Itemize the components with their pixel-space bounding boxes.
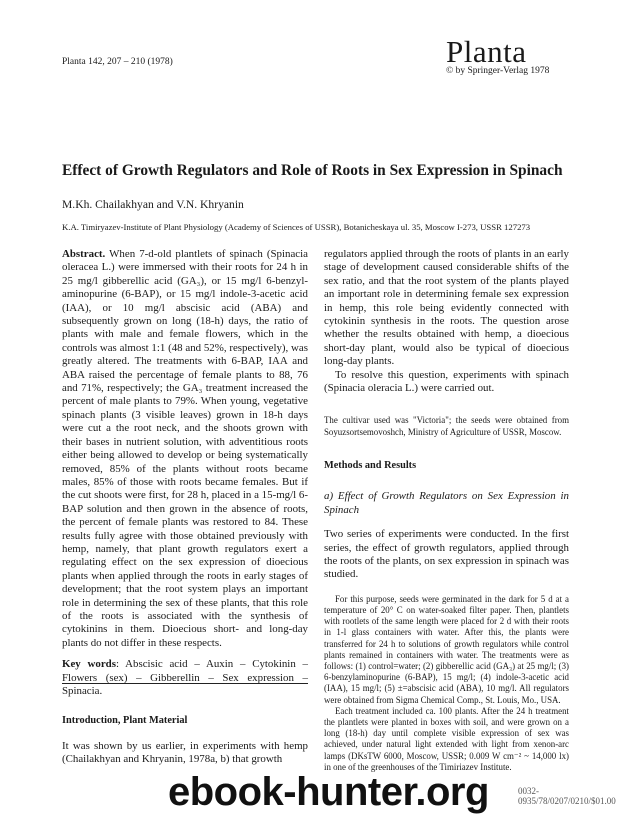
keywords-paragraph	[62, 658, 308, 698]
doi-fragment: 0032-0935/78/0207/0210/$01.00	[518, 786, 616, 806]
methods-heading: Methods and Results	[324, 459, 417, 471]
cultivar-note: The cultivar used was "Victoria"; the seeds were obtained from Soyuzsortsemovoshch, Ministry of Agriculture of USSR, Moscow.	[324, 415, 569, 437]
right-column	[324, 248, 569, 773]
methods-small-paragraph-1: For this purpose, seeds were germinated in the dark for 5 d at a temperature of 20° C on water-soaked filter paper. Then, plantlets with rootlets of the same length were placed for 2 d with their roots in 1-l glass containers with water. After this, the plants were transferred for 24 h to solutions of growth regulators while control plants remained in containers with water. The treatments were as follows: (1) control=water; (2) gibberellic acid (GA₃) at 25 mg/l; (3) 6-benzylaminopurine (6-BAP), 15 mg/l; (4) indole-3-acetic acid (IAA), 15 mg/l; (5) ±=abscisic acid (ABA), 10 mg/l. All regulators were obtained from Sigma Chemical Comp., St. Louis, Mo., USA.	[324, 593, 569, 705]
subsection-heading-a: a) Effect of Growth Regulators on Sex Expression in Spinach	[324, 490, 569, 516]
body-paragraph-2: To resolve this question, experiments with spinach (Spinacia oleracia L.) were carried out.	[324, 368, 569, 395]
abstract-label: Abstract.	[62, 248, 106, 260]
intro-heading: Introduction, Plant Material	[62, 715, 188, 726]
authors: M.Kh. Chailakhyan and V.N. Khryanin	[62, 198, 244, 211]
keywords-text: : Abscisic acid – Auxin – Cytokinin – Flowers (sex) – Gibberellin – Sex expression – Spinacia.	[62, 658, 308, 697]
left-column	[62, 248, 308, 698]
journal-brand	[446, 36, 576, 76]
abstract-paragraph	[62, 248, 308, 650]
journal-reference: Planta 142, 207 – 210 (1978)	[62, 57, 173, 67]
affiliation: K.A. Timiryazev-Institute of Plant Physiology (Academy of Sciences of USSR), Botanicheskaya ul. 35, Moscow I-273, USSR 127273	[62, 222, 531, 232]
keywords-label: Key words	[62, 658, 116, 671]
abstract-text: When 7-d-old plantlets of spinach (Spinacia oleracea L.) were immersed with their roots for 24 h in 25 mg/l gibberellic acid (GA₃), or 15 mg/l 6-benzyl-aminopurine (6-BAP), or 15 mg/l indole-3-acetic acid (IAA), or 10 mg/l abscisic acid (ABA) and subsequently grown on long (18-h) days, the ratio of plants with male and female flowers, which in the controls was almost 1:1 (48 and 52%, respectively), was greatly altered. The treatments with 6-BAP, IAA and ABA raised the percentage of female plants to 88, 76 and 71%, respectively; the GA₃ treatment increased the percent of male plants to 79%. When young, vegetative spinach plants (3 visible leaves) grown in 18-h days were cut a the root neck, and the shoots grown with their bases in nutrient solution, with adventitious roots either being allowed to develop or being systematically removed, 85% of the plants without roots became males, 85% of those with roots became females. But if the cut shoots were first, for 28 h, placed in a 15-mg/l 6-BAP solution and then grown in the absence of roots, the percent of female plants was restored to 84. These results fully agree with those obtained previously with hemp, namely, that plant growth regulators exert a regulating effect on the sex expression of dioecious plants when applied through the roots in early stages of development; that the root system plays an important role in determining the sex of these plants, that this role of the roots is associated with the synthesis of cytokinins in them. Dioecious short- and long-day plants do not differ in these respects.	[62, 248, 308, 649]
body-paragraph-1: regulators applied through the roots of plants in an early stage of development caused considerable shifts of the sex ratio, and that the root system of the plants played an important role in determining female sex expression in hemp, this role being evidently connected with cytokinin synthesis in the roots. The question arose whether the results obtained with hemp, a dioecious short-day plant, would also be typical of dioecious long-day plants.	[324, 248, 569, 368]
intro-text: It was shown by us earlier, in experiments with hemp (Chailakhyan and Khryanin, 1978a, b) that growth	[62, 740, 308, 766]
article-title: Effect of Growth Regulators and Role of Roots in Sex Expression in Spinach	[62, 162, 563, 179]
journal-logo-text: Planta	[446, 34, 527, 69]
copyright-line: © by Springer-Verlag 1978	[446, 66, 550, 76]
section-divider	[62, 683, 308, 684]
body-paragraph-3: Two series of experiments were conducted. In the first series, the effect of growth regulators, applied through the roots of the plants, on sex expression in spinach was studied.	[324, 528, 569, 581]
watermark: ebook-hunter.org	[168, 770, 489, 814]
methods-small-paragraph-2: Each treatment included ca. 100 plants. After the 24 h treatment the plantlets were planted in boxes with soil, and were grown on a long (18-h) day until complete visible expression of sex was achieved, under natural light extended with light from xenon-arc lamps (DKsTW 6000, Moscow, USSR; 0.009 W cm⁻² ~ 14,000 lx) in one of the greenhouses of the Timiriazev Institute.	[324, 705, 569, 772]
